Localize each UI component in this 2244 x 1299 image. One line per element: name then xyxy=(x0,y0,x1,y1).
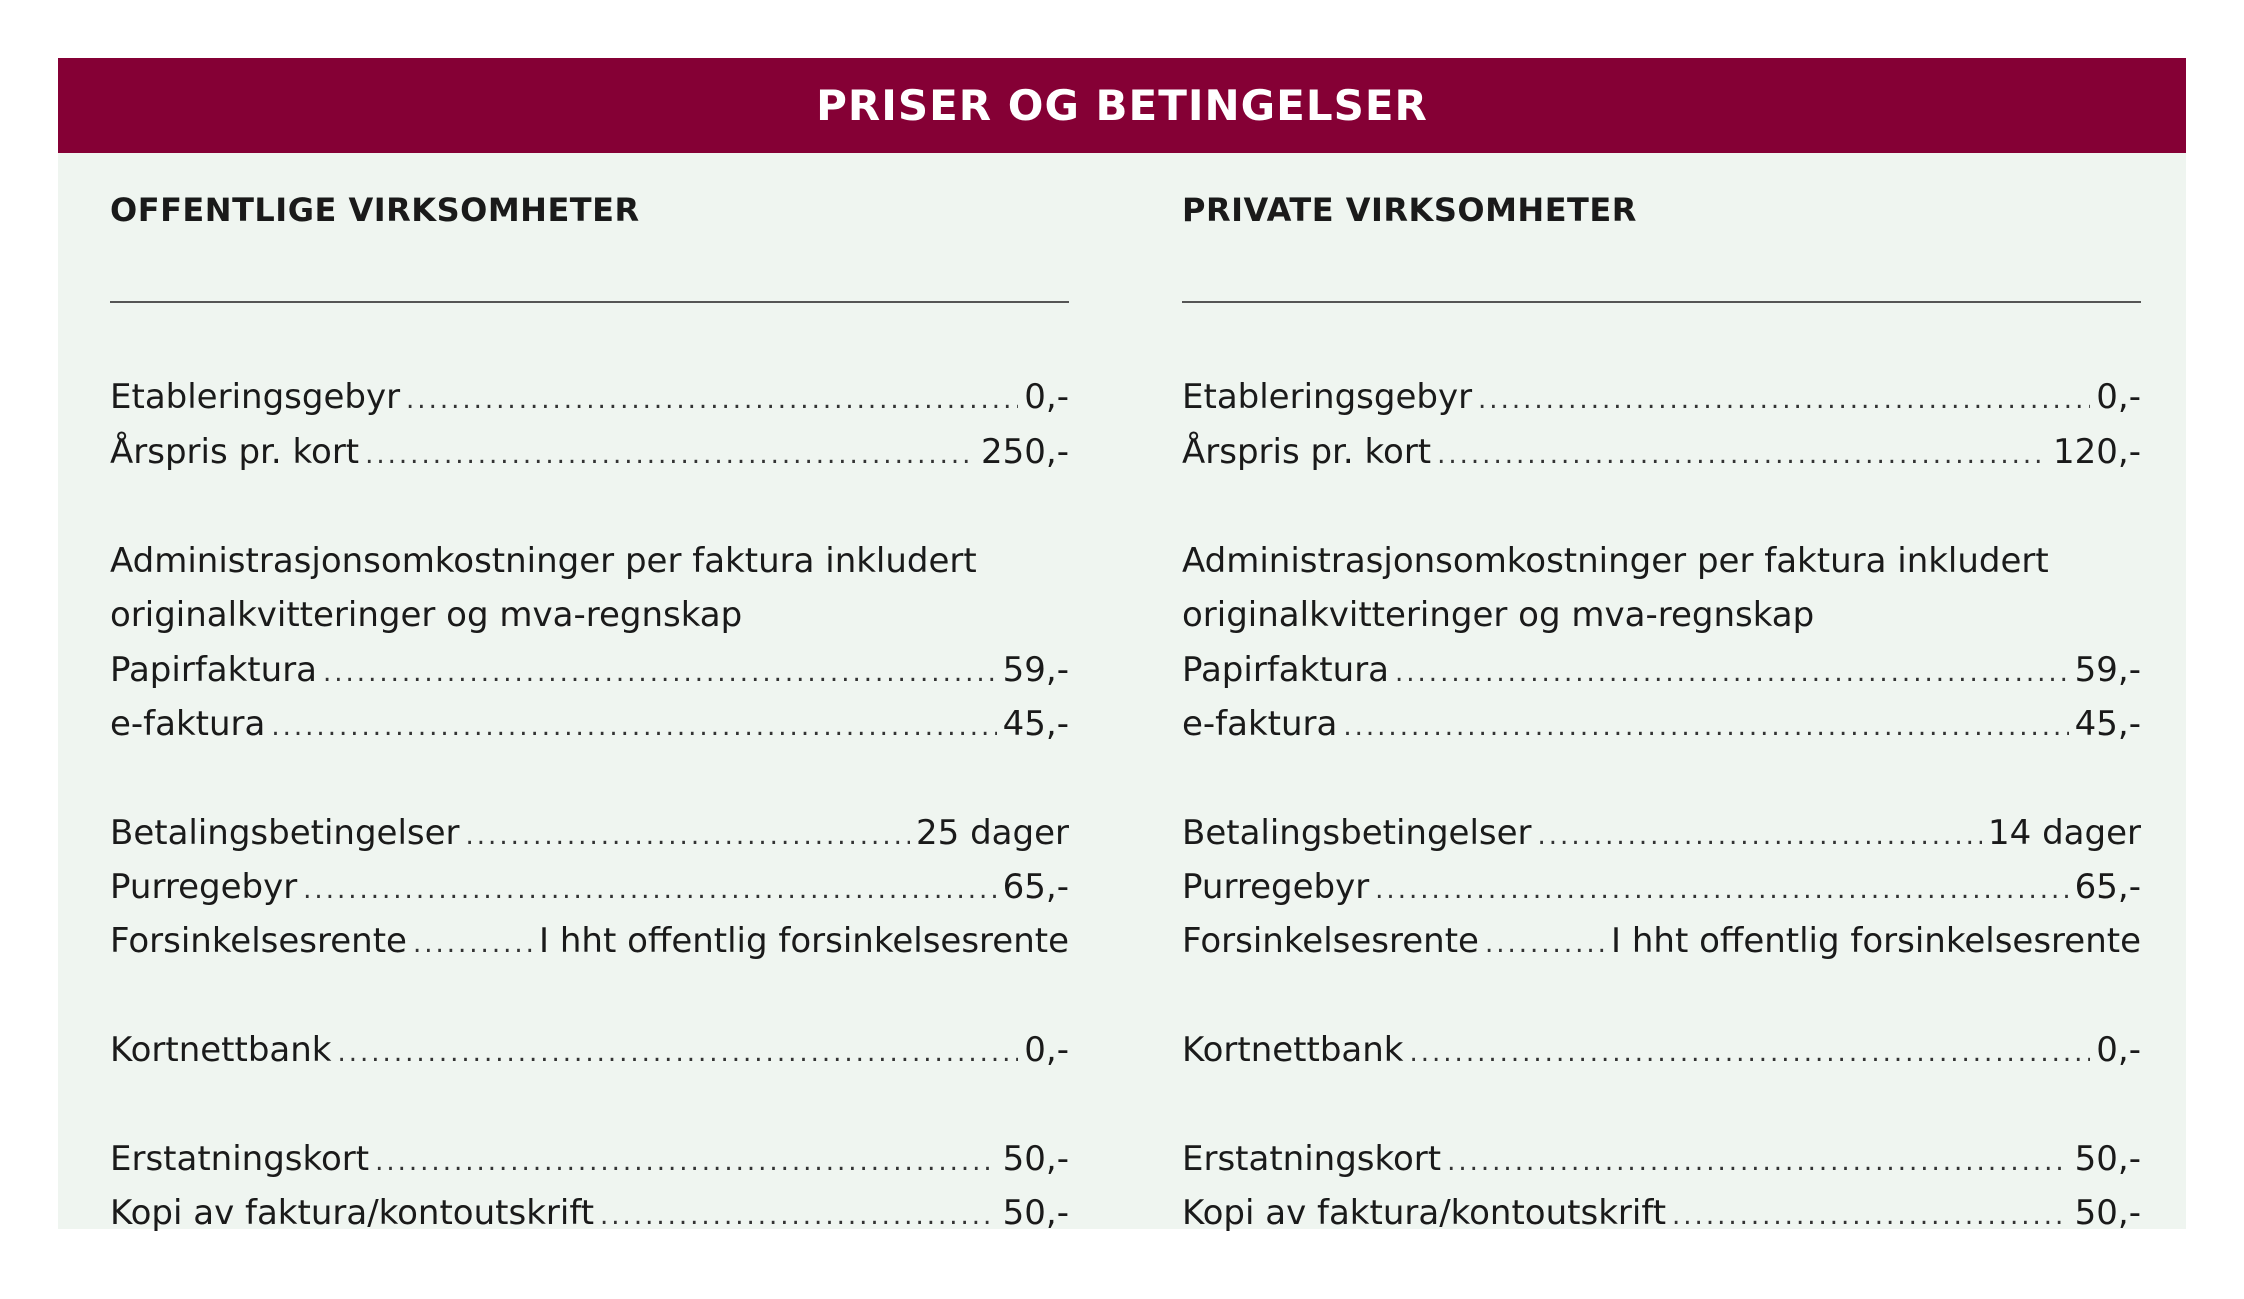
price-row-etablering xyxy=(1182,377,2141,431)
price-row-purregebyr xyxy=(110,867,1069,921)
dot-leader xyxy=(375,1147,997,1177)
row-value: 0,- xyxy=(1024,1030,1069,1070)
row-value: 50,- xyxy=(1002,1139,1069,1179)
row-label: e-faktura xyxy=(110,704,266,744)
row-value: 65,- xyxy=(1002,867,1069,907)
price-row-arspris xyxy=(110,432,1069,486)
row-label: Årspris pr. kort xyxy=(1182,432,1432,472)
price-row-papirfaktura xyxy=(110,650,1069,704)
dot-leader xyxy=(600,1201,997,1231)
dot-leader xyxy=(1485,929,1605,959)
dot-leader xyxy=(1375,875,2068,905)
row-value: 50,- xyxy=(1002,1193,1069,1233)
row-label: Årspris pr. kort xyxy=(110,432,360,472)
price-row-forsinkelsesrente xyxy=(110,921,1069,975)
dot-leader xyxy=(1538,821,1983,851)
row-value: 250,- xyxy=(981,432,1069,472)
price-row-arspris xyxy=(1182,432,2141,486)
dot-leader xyxy=(271,712,996,742)
price-row-efaktura xyxy=(1182,704,2141,758)
price-row-forsinkelsesrente xyxy=(1182,921,2141,975)
row-label: Betalingsbetingelser xyxy=(1182,813,1532,853)
row-label: Purregebyr xyxy=(1182,867,1370,907)
row-label: Kopi av faktura/kontoutskrift xyxy=(110,1193,595,1233)
row-value: 0,- xyxy=(2096,377,2141,417)
row-label: Purregebyr xyxy=(110,867,298,907)
dot-leader xyxy=(1343,712,2068,742)
admin-text-line1: Administrasjonsomkostninger per faktura inkludert xyxy=(1182,541,2049,581)
price-row-erstatningskort xyxy=(1182,1139,2141,1193)
row-value: 65,- xyxy=(2074,867,2141,907)
row-value: I hht offentlig forsinkelsesrente xyxy=(539,921,1069,961)
dot-leader xyxy=(1672,1201,2069,1231)
row-label: Kortnettbank xyxy=(1182,1030,1404,1070)
dot-leader xyxy=(413,929,533,959)
dot-leader xyxy=(1447,1147,2069,1177)
dot-leader xyxy=(365,440,975,470)
dot-leader xyxy=(1437,440,2047,470)
row-value: 45,- xyxy=(1002,704,1069,744)
heading-divider xyxy=(1182,301,2141,303)
row-value: 0,- xyxy=(2096,1030,2141,1070)
row-value: 50,- xyxy=(2074,1193,2141,1233)
price-row-kopi xyxy=(110,1193,1069,1247)
dot-leader xyxy=(323,658,997,688)
row-label: Kortnettbank xyxy=(110,1030,332,1070)
row-value: 59,- xyxy=(1002,650,1069,690)
dot-leader xyxy=(1410,1038,2091,1068)
price-row-erstatningskort xyxy=(110,1139,1069,1193)
row-label: Erstatningskort xyxy=(1182,1139,1442,1179)
price-panel xyxy=(58,58,2186,1233)
admin-text-line1: Administrasjonsomkostninger per faktura inkludert xyxy=(110,541,977,581)
admin-text-line2: originalkvitteringer og mva-regnskap xyxy=(1182,595,1815,635)
price-row-betalingsbetingelser xyxy=(110,813,1069,867)
row-value: 0,- xyxy=(1024,377,1069,417)
row-value: I hht offentlig forsinkelsesrente xyxy=(1611,921,2141,961)
price-row-efaktura xyxy=(110,704,1069,758)
row-label: Papirfaktura xyxy=(1182,650,1390,690)
price-row-purregebyr xyxy=(1182,867,2141,921)
row-label: Forsinkelsesrente xyxy=(110,921,407,961)
row-label: Kopi av faktura/kontoutskrift xyxy=(1182,1193,1667,1233)
dot-leader xyxy=(1395,658,2069,688)
row-value: 45,- xyxy=(2074,704,2141,744)
admin-text-line2: originalkvitteringer og mva-regnskap xyxy=(110,595,743,635)
column-heading: PRIVATE VIRKSOMHETER xyxy=(1182,191,1637,229)
row-value: 50,- xyxy=(2074,1139,2141,1179)
row-label: Forsinkelsesrente xyxy=(1182,921,1479,961)
row-label: e-faktura xyxy=(1182,704,1338,744)
dot-leader xyxy=(338,1038,1019,1068)
title-banner xyxy=(58,58,2186,153)
row-value: 14 dager xyxy=(1988,813,2141,853)
row-value: 25 dager xyxy=(916,813,1069,853)
dot-leader xyxy=(303,875,996,905)
price-row-papirfaktura xyxy=(1182,650,2141,704)
dot-leader xyxy=(406,385,1018,415)
row-label: Betalingsbetingelser xyxy=(110,813,460,853)
price-row-kopi xyxy=(1182,1193,2141,1247)
price-row-kortnettbank xyxy=(1182,1030,2141,1084)
dot-leader xyxy=(1478,385,2090,415)
row-value: 59,- xyxy=(2074,650,2141,690)
row-label: Etableringsgebyr xyxy=(110,377,401,417)
row-label: Erstatningskort xyxy=(110,1139,370,1179)
row-label: Papirfaktura xyxy=(110,650,318,690)
row-value: 120,- xyxy=(2053,432,2141,472)
price-row-etablering xyxy=(110,377,1069,431)
price-row-betalingsbetingelser xyxy=(1182,813,2141,867)
price-row-kortnettbank xyxy=(110,1030,1069,1084)
heading-divider xyxy=(110,301,1069,303)
dot-leader xyxy=(466,821,911,851)
page-title: PRISER OG BETINGELSER xyxy=(816,81,1428,130)
row-label: Etableringsgebyr xyxy=(1182,377,1473,417)
column-heading: OFFENTLIGE VIRKSOMHETER xyxy=(110,191,640,229)
